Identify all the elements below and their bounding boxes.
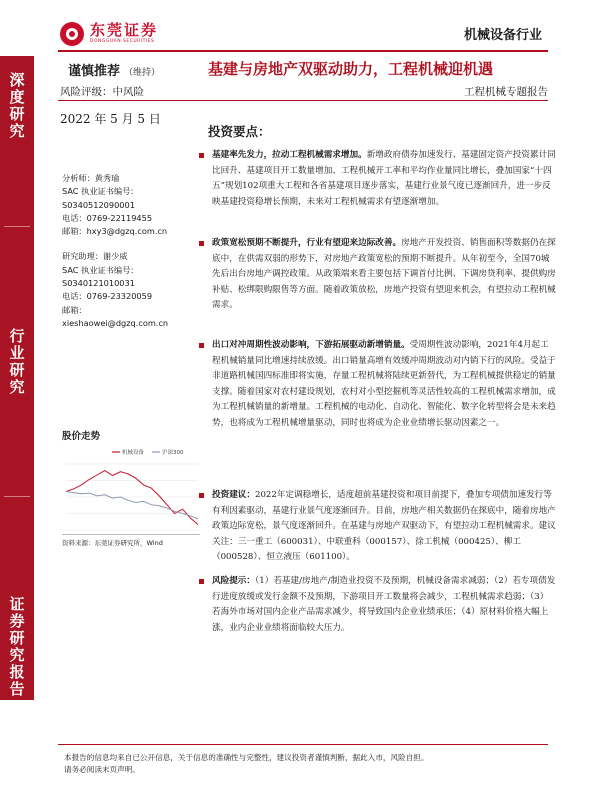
logo-name-cn: 东莞证券: [90, 21, 159, 40]
disclaimer: [64, 752, 564, 776]
point-body: 房地产开发投资、销售面积等数据仍在探底中，在供需双弱的形势下，对房地产政策宽松的预期不断提升。从年初至今，全国70城先后出台房地产调控政策。从政策端来看主要包括下调首付比例、下调房贷利率、提供购房补贴、松绑限购限售等方面。随着政策放松，房地产投资有望迎来机会，有望拉动工程机械需求。: [212, 238, 556, 310]
rating-value: 谨慎推荐: [68, 64, 121, 79]
analyst-phone: 电话：0769-22119455: [62, 212, 153, 223]
header-divider: [58, 50, 548, 52]
assistant-cert: S0340121010031: [62, 278, 135, 289]
rating: [68, 60, 160, 79]
key-point: [212, 148, 556, 210]
key-point: [212, 236, 556, 314]
company-logo: [60, 20, 158, 48]
sidebar-label-report: 证券研究报告: [7, 596, 26, 698]
chart-legend-label: 机械设备: [122, 450, 145, 456]
bullet-square-icon: [199, 241, 204, 246]
disclaimer-line-2: 请务必阅读末页声明。: [64, 765, 140, 774]
assistant-email[interactable]: xieshaowei@dgzq.com.cn: [62, 317, 169, 328]
left-sidebar: [0, 56, 34, 700]
point-lead: 出口对冲周期性波动影响，下游拓展驱动新增销量。: [212, 340, 410, 350]
disclaimer-line-1: 本报告的信息均来自已公开信息，关于信息的准确性与完整性，建议投资者谨慎判断，据此入市，风险自担。: [64, 753, 429, 762]
assistant-email-label: 邮箱：: [62, 304, 87, 315]
point-lead: 政策宽松预期不断提升，行业有望迎来边际改善。: [212, 238, 402, 248]
assistant-cert-label: SAC 执业证书编号：: [62, 264, 139, 275]
point-body: （1）若基建/房地产/制造业投资不及预期，机械设备需求减弱；（2）若专项债发行进度放缓或发行金额不及预期，下游项目开工数量将会减少，工程机械需求趋弱；（3）若海外市场对国内企业产品需求减少，将导致国内企业业绩承压；（4）原材料价格大幅上涨，业内企业业绩将面临较大压力。: [212, 576, 556, 633]
key-points-title: 投资要点：: [208, 124, 271, 139]
assistant-phone: 电话：0769-23320059: [62, 291, 153, 302]
key-point: [212, 338, 556, 431]
chart-legend-label: 沪深300: [162, 450, 184, 456]
chart-divider: [62, 534, 200, 535]
sidebar-label-depth: 深度研究: [7, 72, 26, 140]
industry-label: 机械设备行业: [463, 28, 542, 43]
chart-source: 资料来源：东莞证券研究所，Wind: [62, 539, 163, 547]
analyst-cert-label: SAC 执业证书编号：: [62, 186, 139, 197]
sidebar-label-industry: 行业研究: [7, 328, 26, 396]
footer-divider: [58, 744, 548, 745]
chart-series-line-1: [66, 492, 198, 520]
risk-level: 风险评级：中风险: [60, 86, 144, 98]
bullet-square-icon: [199, 153, 204, 158]
bullet-square-icon: [199, 493, 204, 498]
title-divider: [58, 100, 548, 101]
logo-mark-icon: [60, 22, 84, 46]
point-lead: 风险提示：: [212, 576, 255, 586]
report-type: 工程机械专题报告: [464, 86, 548, 98]
point-lead: 投资建议：: [212, 490, 255, 500]
logo-name-en: DONGGUAN SECURITIES: [90, 39, 155, 45]
analyst-name: 分析师：黄秀瑜: [62, 173, 120, 183]
point-body: 2022年定调稳增长，适度超前基建投资和项目前提下，叠加专项债加速发行等有利因素驱动，基建行业景气度逐渐回升。目前，房地产相关数据仍在探底中，随着房地产政策边际宽松，景气度逐渐回升。在基建与房地产双驱动下，有望拉动工程机械需求。建议关注：三一重工（600031）、中联重科（000157）、徐工机械（000425）、柳工（000528）、恒立液压（601100）。: [212, 490, 556, 562]
bullet-square-icon: [199, 343, 204, 348]
key-point: [212, 574, 556, 636]
chart-title: 股价走势: [62, 431, 101, 442]
point-body: 新增政府债券加速发行、基建固定资产投资累计同比回升、基建项目开工数量增加、工程机械开工率和平均作业量同比增长，叠加国家“十四五”规划102项重大工程和各省基建项目逐步落实，基建行业景气度已逐渐回升，进一步反映基建投资稳增长预期，未来对工程机械需求有望逐渐增加。: [212, 150, 556, 207]
analyst-email[interactable]: 邮箱：hxy3@dgzq.com.cn: [62, 226, 168, 237]
assistant-name: 研究助理：谢少威: [62, 251, 128, 262]
report-date: 2022 年 5 月 5 日: [60, 112, 161, 126]
bullet-square-icon: [199, 579, 204, 584]
analyst-cert: S0340512090001: [62, 199, 135, 210]
analyst-info: [62, 172, 202, 330]
key-point: [212, 488, 556, 566]
report-title: 基建与房地产双驱动助力，工程机械迎机遇: [208, 60, 494, 78]
sidebar-divider: [4, 226, 30, 227]
point-lead: 基建率先发力，拉动工程机械需求增加。: [212, 150, 367, 160]
sidebar-divider: [4, 496, 30, 497]
rating-note: （维持）: [124, 68, 161, 78]
stock-price-chart: [62, 444, 202, 536]
point-body: 受周期性波动影响，2021年4月起工程机械销量同比增速持续放缓。出口销量高增有效缓冲周期波动对内销下行的风险。受益于非道路机械国四标准即将实施，存量工程机械将陆续更新替代，为工程机械提供稳定的销量支撑。随着国家对农村建设规划，农村对小型挖掘机等灵活性较高的工程机械需求增加，成为工程机械销量的新增量。工程机械的电动化、自动化、智能化、数字化转型将会是未来趋势，也将成为工程机械增量驱动，同时也将成为企业业绩增长驱动因素之一。: [212, 340, 556, 428]
chart-series-line-0: [66, 471, 198, 525]
